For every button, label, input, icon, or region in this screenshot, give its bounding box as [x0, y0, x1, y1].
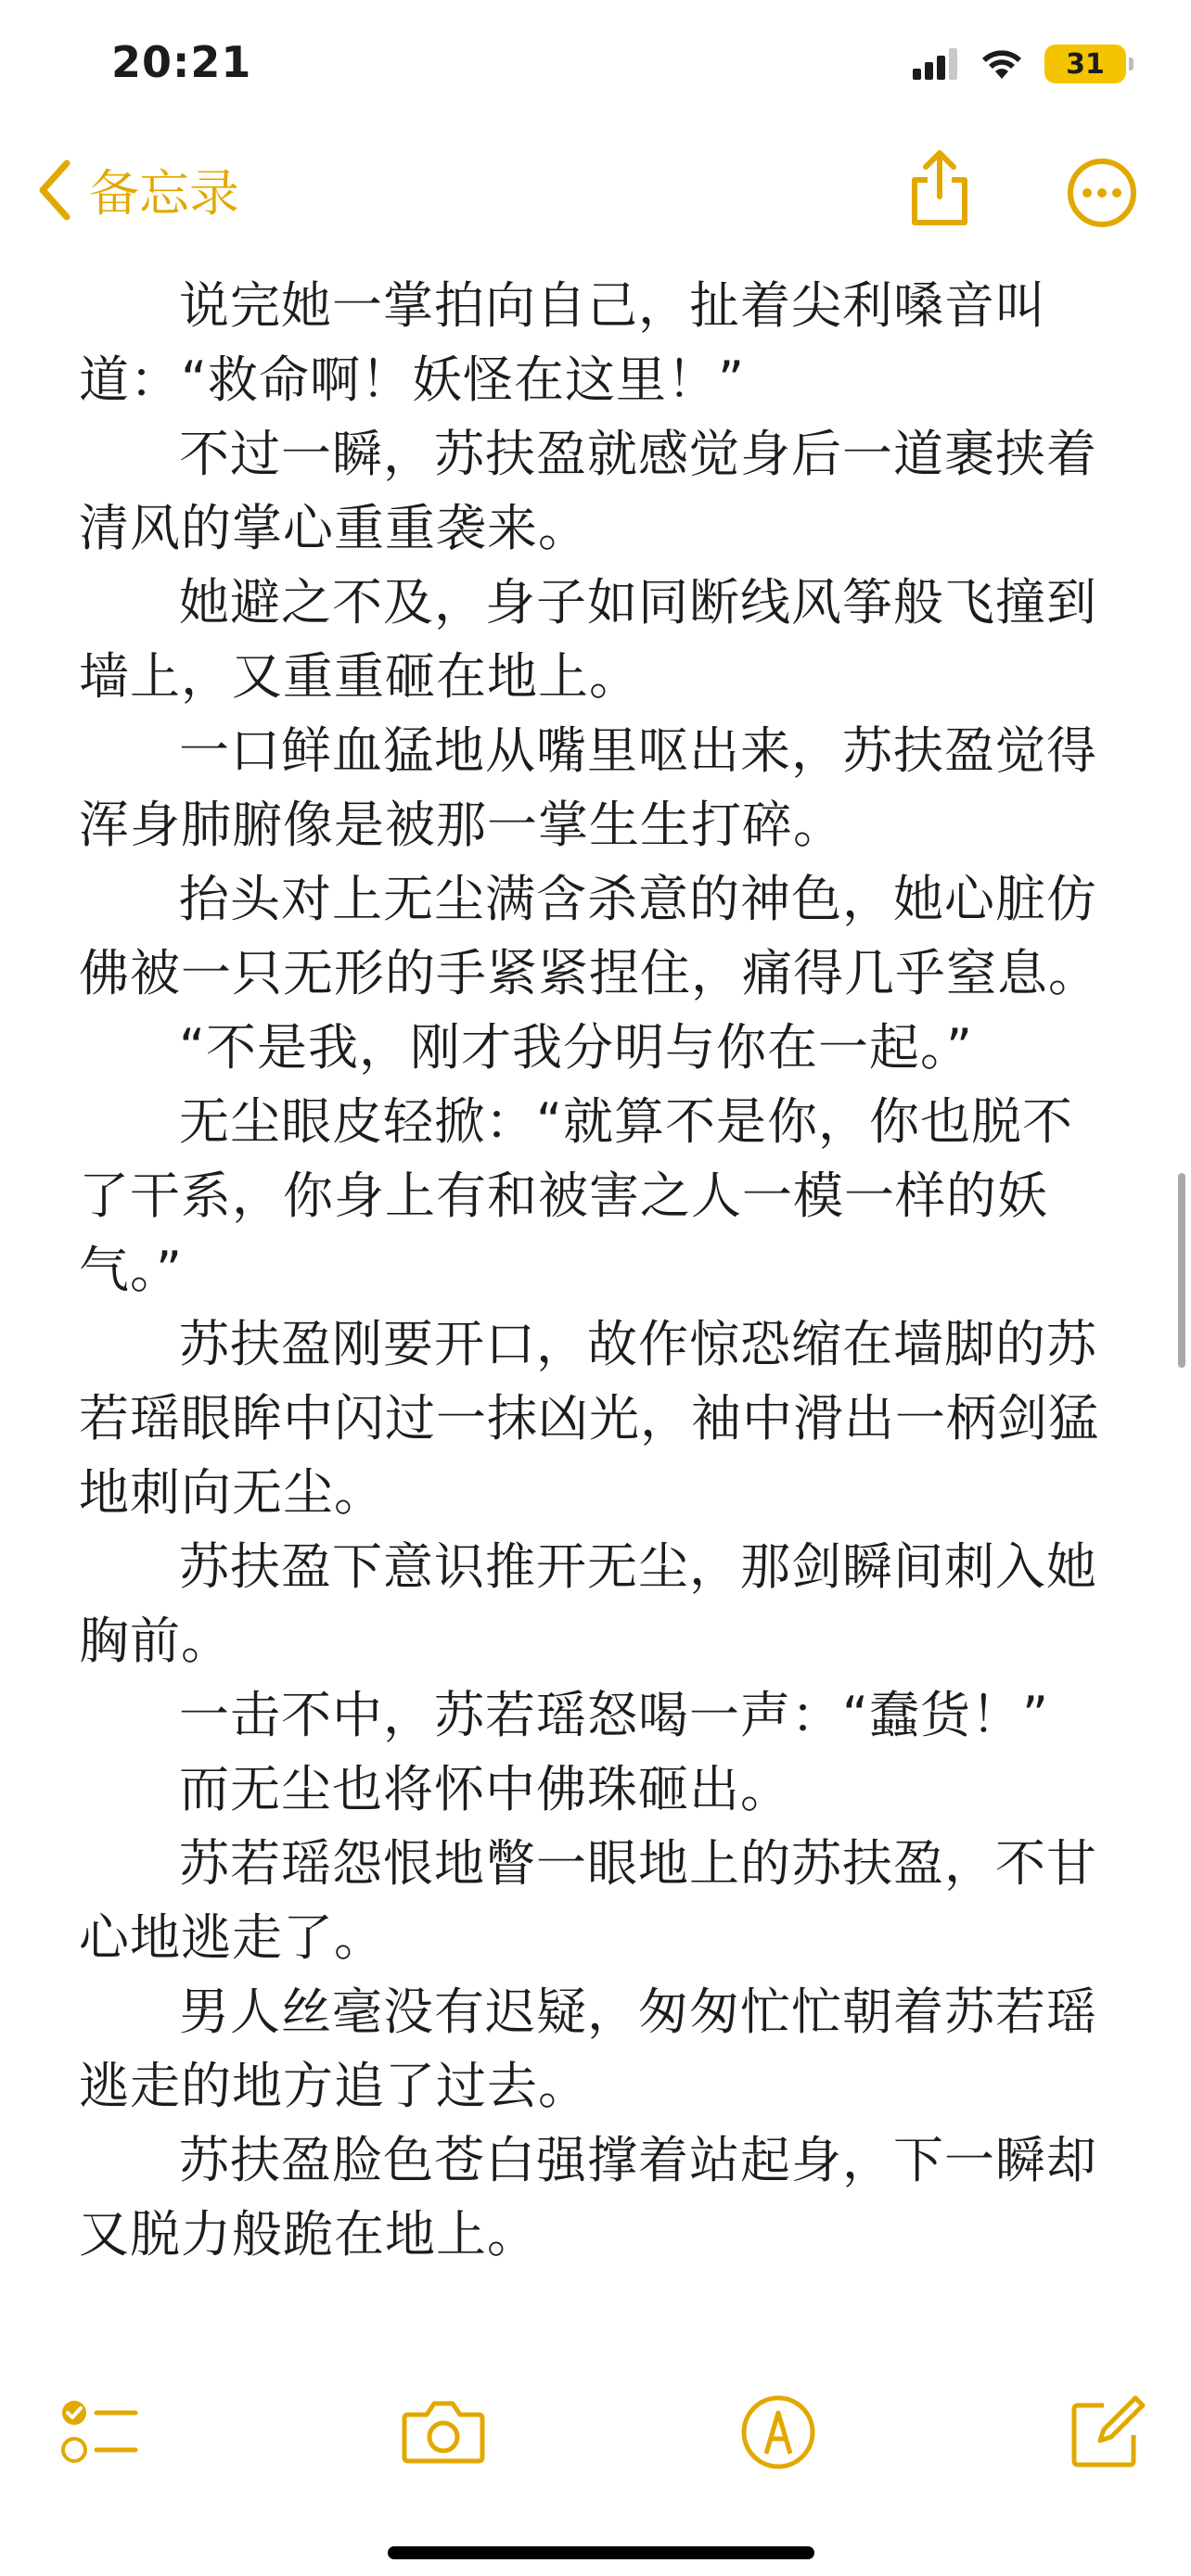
bottom-toolbar — [0, 2374, 1191, 2494]
note-paragraph: 无尘眼皮轻掀：“就算不是你，你也脱不了干系，你身上有和被害之人一模一样的妖气。” — [79, 1092, 1073, 1299]
nav-bar — [0, 139, 1191, 241]
note-paragraph: 苏扶盈下意识推开无尘，那剑瞬间刺入她胸前。 — [79, 1537, 1097, 1670]
cellular-signal-icon — [913, 48, 959, 80]
checklist-icon — [58, 2392, 141, 2472]
note-body[interactable] — [79, 269, 1118, 2272]
status-icons — [913, 45, 1126, 83]
checklist-button[interactable] — [58, 2392, 141, 2476]
note-paragraph: 她避之不及，身子如同断线风筝般飞撞到墙上，又重重砸在地上。 — [79, 573, 1097, 706]
scrollbar-thumb[interactable] — [1178, 1173, 1185, 1368]
back-button[interactable] — [35, 154, 239, 225]
status-bar — [0, 0, 1191, 139]
more-options-button[interactable] — [1067, 158, 1137, 232]
note-paragraph: 苏扶盈脸色苍白强撑着站起身，下一瞬却又脱力般跪在地上。 — [79, 2131, 1097, 2264]
wifi-icon — [980, 47, 1024, 81]
chevron-left-icon — [35, 158, 72, 223]
compose-icon — [1067, 2392, 1146, 2472]
note-paragraph: 一击不中，苏若瑶怒喝一声：“蠢货！” — [179, 1686, 1049, 1744]
battery-level: 31 — [1066, 47, 1105, 81]
share-button[interactable] — [907, 148, 972, 232]
share-icon — [907, 148, 972, 228]
markup-pen-icon — [738, 2392, 818, 2472]
note-paragraph: 苏若瑶怨恨地瞥一眼地上的苏扶盈，不甘心地逃走了。 — [79, 1834, 1097, 1967]
compose-button[interactable] — [1067, 2392, 1146, 2476]
ellipsis-circle-icon — [1067, 158, 1137, 228]
note-paragraph: 说完她一掌拍向自己，扯着尖利嗓音叫道：“救命啊！妖怪在这里！” — [79, 276, 1046, 409]
home-indicator[interactable] — [388, 2546, 814, 2559]
camera-icon — [399, 2392, 488, 2472]
note-paragraph: “不是我，刚才我分明与你在一起。” — [179, 1018, 973, 1077]
back-label: 备忘录 — [89, 164, 239, 223]
note-paragraph: 男人丝毫没有迟疑，匆匆忙忙朝着苏若瑶逃走的地方追了过去。 — [79, 1983, 1097, 2115]
battery-icon — [1044, 45, 1126, 83]
note-paragraph: 不过一瞬，苏扶盈就感觉身后一道裹挟着清风的掌心重重袭来。 — [79, 425, 1097, 557]
note-paragraph: 一口鲜血猛地从嘴里呕出来，苏扶盈觉得浑身肺腑像是被那一掌生生打碎。 — [79, 721, 1097, 854]
camera-button[interactable] — [399, 2392, 488, 2476]
status-time: 20:21 — [111, 37, 252, 87]
note-paragraph: 苏扶盈刚要开口，故作惊恐缩在墙脚的苏若瑶眼眸中闪过一抹凶光，袖中滑出一柄剑猛地刺向无尘。 — [79, 1315, 1099, 1522]
note-paragraph: 而无尘也将怀中佛珠砸出。 — [179, 1760, 791, 1818]
markup-button[interactable] — [738, 2392, 818, 2476]
note-paragraph: 抬头对上无尘满含杀意的神色，她心脏仿佛被一只无形的手紧紧捏住，痛得几乎窒息。 — [79, 870, 1099, 1002]
